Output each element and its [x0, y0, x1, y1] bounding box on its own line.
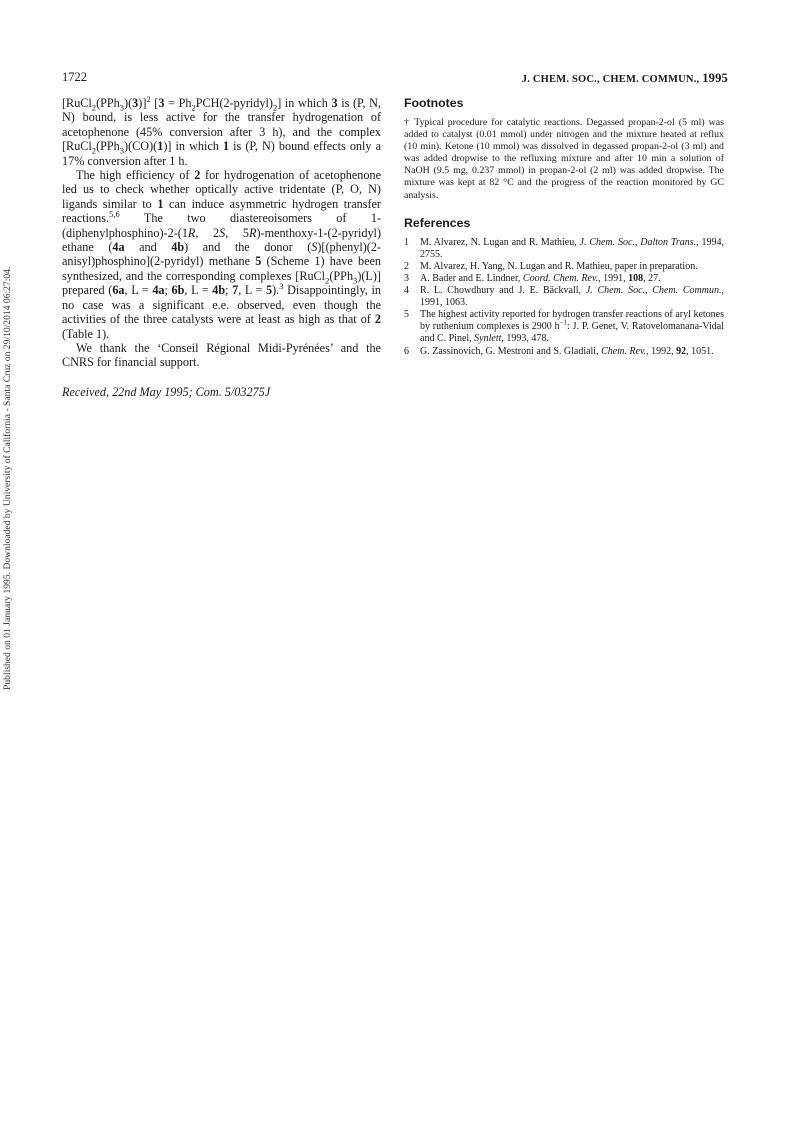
running-head: [522, 71, 728, 86]
notes-column: [404, 96, 724, 358]
acknowledgement: We thank the ‘Conseil Régional Midi-Pyrénées’ and the CNRS for financial support.: [62, 340, 381, 370]
paragraph-2: The high efficiency of 2 for hydrogenation of acetophenone led us to check whether optically active tridentate (P, O, N) ligands similar to 1 can induce asymmetric hydrogen transfer reactions.$^{5,6}$ The two diastereoisomers of 1-(diphenylphosphino)-2-(1R, 2S, 5R)-menthoxy-1-(2-pyridyl) ethane (4a and 4b) and the donor (S)[(phenyl)(2-anisyl)phosphino](2-pyridyl) methane 5 (Scheme 1) have been synthesized, and the corresponding complexes [RuCl$_2$(PPh$_3$)(L)] prepared (6a, L = 4a; 6b, L = 4b; 7, L = 5).$^3$ Disappointingly, in no case was a significant e.e. observed, even though the activities of the three catalysts were at least as high as that of 2 (Table 1).: [62, 168, 382, 341]
download-watermark-text: Published on 01 January 1995. Downloaded by University of California - Santa Cruz on 29/10/2014 06:27:04.: [2, 266, 13, 690]
footnote-text: † Typical procedure for catalytic reactions. Degassed propan-2-ol (5 ml) was added to catalyst (0.01 mmol) under nitrogen and the mixture heated at reflux (10 min). Ketone (10 mmol) was dissolved in degassed propan-2-ol (3 ml) and was added dropwise to the refluxing mixture and after 10 min a solution of NaOH (9.5 mg, 0.237 mmol) in propan-2-ol (2 ml) was added dropwise. The mixture was kept at 82 °C and the progress of the reaction monitored by GC analysis.: [404, 117, 724, 201]
main-text-column: [62, 93, 382, 399]
journal-name: J. CHEM. SOC., CHEM. COMMUN.,: [521, 74, 700, 85]
footnotes-heading: Footnotes: [404, 96, 464, 110]
download-watermark: [2, 220, 16, 690]
reference-item: 3 A. Bader and E. Lindner, Coord. Chem. Rev., 1991, 108, 27.: [404, 272, 661, 284]
reference-item: 4 R. L. Chowdhury and J. E. Bäckvall, J. Chem. Soc., Chem. Commun., 1991, 1063.: [404, 285, 725, 309]
reference-list: [404, 237, 724, 358]
references-heading: References: [404, 215, 471, 230]
reference-item: 1 M. Alvarez, N. Lugan and R. Mathieu, J. Chem. Soc., Dalton Trans., 1994, 2755.: [404, 236, 725, 260]
journal-year: 1995: [702, 71, 728, 85]
reference-item: 2 M. Alvarez, H. Yang, N. Lugan and R. Mathieu, paper in preparation.: [404, 260, 698, 272]
reference-item: 5 The highest activity reported for hydrogen transfer reactions of aryl ketones by ruthenium complexes is 2900 $h^{-1}$: J. P. Genet, V. Ratovelomanana-Vidal and C. Pinel, Synlett, 1993, 478.: [404, 309, 724, 345]
received-date: Received, 22nd May 1995; Com. 5/03275J: [62, 384, 271, 399]
reference-item: 6 G. Zassinovich, G. Mestroni and S. Gladiali, Chem. Rev., 1992, 92, 1051.: [404, 345, 714, 357]
page-number: 1722: [62, 70, 87, 84]
paragraph-1: [RuCl$_2$(PPh$_3$)(3)]$^2$ $[3 = Ph_2PCH(2-pyridyl)_2]$ in which 3 is (P, N, N) bound, is less active for the transfer hydrogenation of acetophenone (45% conversion after 3 h), and the complex [RuCl$_2$(PPh$_3$)(CO)(1)] in which 1 is (P, N) bound effects only a 17% conversion after 1 h.: [62, 93, 381, 168]
